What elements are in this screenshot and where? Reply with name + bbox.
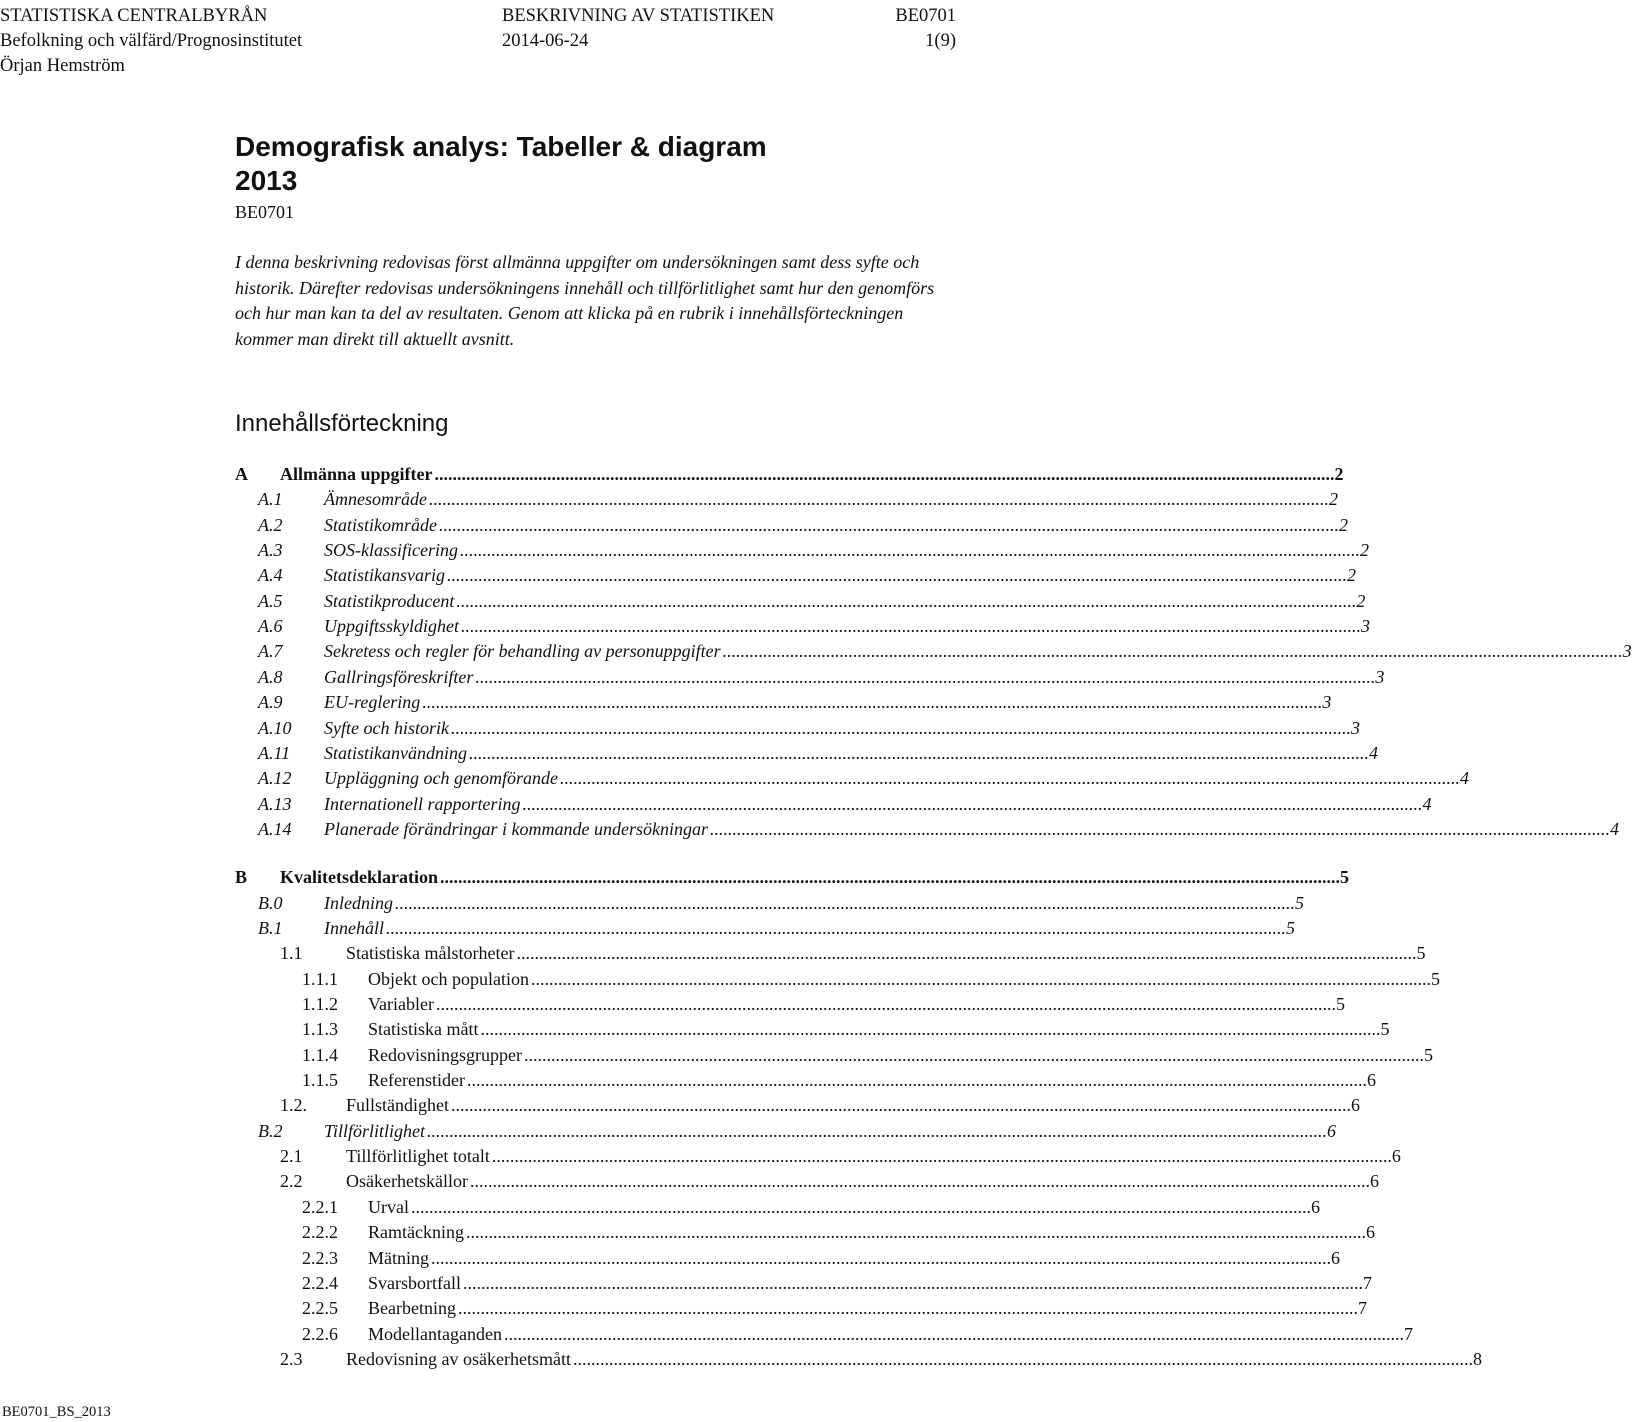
- toc-entry-number: A.3: [258, 540, 283, 561]
- toc-entry-number: 2.2.2: [302, 1222, 338, 1243]
- toc-entry-link[interactable]: [346, 1169, 1379, 1193]
- toc-dot-leader: ........................................................................................................................................................................................................: [410, 1196, 1311, 1217]
- toc-entry-page: 6: [1331, 1247, 1340, 1268]
- toc-entry[interactable]: [0, 916, 1295, 940]
- toc-entry-number: B.1: [258, 917, 283, 938]
- toc-entry-link[interactable]: [324, 741, 1378, 765]
- toc-entry-link[interactable]: [324, 538, 1369, 562]
- header-department: Befolkning och välfärd/Prognosinstitutet: [0, 31, 303, 51]
- toc-entry-label: Osäkerhetskällor: [346, 1171, 468, 1192]
- toc-entry-link[interactable]: [324, 614, 1370, 638]
- toc-entry-link[interactable]: [368, 992, 1345, 1016]
- toc-entry[interactable]: [0, 1068, 1376, 1092]
- toc-dot-leader: ........................................................................................................................................................................................................: [469, 742, 1369, 763]
- toc-entry-page: 8: [1472, 1348, 1482, 1369]
- document-title-year: 2013: [235, 165, 298, 196]
- toc-entry-link[interactable]: [324, 1119, 1337, 1143]
- toc-dot-leader: ........................................................................................................................................................................................................: [572, 1348, 1473, 1369]
- toc-entry-number: B.0: [258, 892, 283, 913]
- toc-entry-number: A.5: [258, 590, 283, 611]
- toc-entry[interactable]: [0, 766, 1469, 790]
- toc-entry-link[interactable]: [368, 1068, 1376, 1092]
- toc-entry-link[interactable]: [346, 1093, 1360, 1117]
- toc-entry-label: Redovisning av osäkerhetsmått: [346, 1348, 571, 1369]
- toc-entry[interactable]: [0, 614, 1370, 638]
- toc-entry[interactable]: [0, 1296, 1367, 1320]
- toc-entry-page: 5: [1335, 994, 1345, 1014]
- header-document-type: BESKRIVNING AV STATISTIKEN: [502, 6, 775, 26]
- toc-entry-number: 1.1.2: [302, 994, 338, 1014]
- toc-entry-link[interactable]: [368, 1296, 1367, 1320]
- toc-entry[interactable]: [0, 639, 1632, 663]
- toc-entry[interactable]: [0, 891, 1304, 915]
- toc-entry-link[interactable]: [368, 1322, 1413, 1346]
- toc-entry-number: A: [235, 464, 248, 484]
- toc-entry-page: 2: [1359, 540, 1369, 561]
- toc-entry-label: Uppgiftsskyldighet: [324, 616, 459, 637]
- toc-dot-leader: ........................................................................................................................................................................................................: [422, 692, 1323, 713]
- toc-entry-page: 5: [1340, 867, 1349, 888]
- document-title: Demografisk analys: Tabeller & diagram: [235, 131, 767, 162]
- toc-entry-link[interactable]: [324, 690, 1332, 714]
- toc-entry-label: Tillförlitlighet: [324, 1120, 426, 1141]
- toc-entry-page: 2: [1328, 489, 1338, 510]
- toc-entry[interactable]: [0, 1144, 1401, 1168]
- toc-entry-link[interactable]: [324, 487, 1338, 511]
- toc-entry[interactable]: [0, 462, 1344, 486]
- toc-dot-leader: ........................................................................................................................................................................................................: [451, 1095, 1351, 1116]
- toc-entry-number: B: [235, 867, 248, 888]
- toc-entry[interactable]: [0, 690, 1332, 714]
- toc-entry-number: 1.1: [280, 943, 303, 964]
- footer-document-id: BE0701_BS_2013: [2, 1404, 111, 1420]
- toc-entry-page: 2: [1339, 514, 1348, 535]
- toc-dot-leader: ........................................................................................................................................................................................................: [522, 793, 1423, 814]
- toc-entry-page: 6: [1327, 1120, 1337, 1141]
- toc-entry-number: A.8: [258, 666, 283, 687]
- toc-entry[interactable]: [0, 1017, 1390, 1041]
- toc-entry-link[interactable]: [368, 1220, 1375, 1244]
- toc-entry-link[interactable]: [324, 563, 1356, 587]
- toc-entry-link[interactable]: [280, 865, 1349, 889]
- toc-entry[interactable]: [0, 1195, 1320, 1219]
- toc-entry-number: A.1: [258, 489, 283, 510]
- toc-entry-label: Statistikanvändning: [324, 742, 467, 763]
- toc-entry-number: A.6: [258, 616, 283, 637]
- header-row-2: [0, 29, 960, 53]
- toc-entry-label: Inledning: [324, 892, 393, 913]
- toc-entry-label: Syfte och historik: [324, 717, 449, 738]
- toc-entry-label: Modellantaganden: [368, 1323, 502, 1344]
- toc-entry-label: Fullständighet: [346, 1095, 449, 1116]
- toc-entry-page: 7: [1357, 1298, 1367, 1319]
- toc-entry-link[interactable]: [368, 1271, 1372, 1295]
- toc-entry-label: Objekt och population: [368, 968, 529, 989]
- toc-entry-label: Statistikproducent: [324, 590, 455, 611]
- toc-entry[interactable]: [0, 865, 1349, 889]
- toc-entry-page: 5: [1416, 943, 1426, 964]
- toc-entry-page: 4: [1369, 742, 1378, 763]
- toc-entry-link[interactable]: [324, 665, 1385, 689]
- toc-dot-leader: ........................................................................................................................................................................................................: [439, 514, 1339, 535]
- toc-entry-page: 3: [1622, 641, 1632, 662]
- toc-entry[interactable]: [0, 992, 1345, 1016]
- intro-paragraph: [235, 250, 955, 352]
- toc-entry-label: Ämnesområde: [324, 489, 427, 510]
- intro-text: I denna beskrivning redovisas först allmänna uppgifter om undersökningen samt dess syfte och historik. Därefter redovisas undersökningens innehåll och tillförlitlighet samt hur den genomförs och hur man kan ta del av resultaten. Genom att klicka på en rubrik i innehållsförteckningen kommer man direkt till aktuellt avsnitt.: [235, 252, 935, 349]
- toc-entry-page: 7: [1362, 1272, 1372, 1293]
- header-code: BE0701: [895, 6, 956, 26]
- toc-dot-leader: ........................................................................................................................................................................................................: [386, 917, 1286, 938]
- toc-entry-link[interactable]: [280, 462, 1344, 486]
- toc-entry[interactable]: [0, 538, 1369, 562]
- toc-entry-label: Ramtäckning: [368, 1222, 464, 1243]
- toc-entry-page: 3: [1375, 666, 1385, 687]
- header-author: Örjan Hemström: [0, 56, 125, 76]
- toc-dot-leader: ........................................................................................................................................................................................................: [435, 994, 1336, 1014]
- toc-dot-leader: ........................................................................................................................................................................................................: [466, 1070, 1367, 1091]
- toc-dot-leader: ........................................................................................................................................................................................................: [456, 590, 1357, 611]
- toc-entry-page: 7: [1403, 1323, 1413, 1344]
- toc-entry[interactable]: [0, 1271, 1372, 1295]
- toc-dot-leader: ........................................................................................................................................................................................................: [447, 565, 1347, 586]
- toc-entry-link[interactable]: [368, 1246, 1340, 1270]
- toc-entry-label: Bearbetning: [368, 1298, 456, 1319]
- toc-entry-page: 6: [1310, 1196, 1320, 1217]
- toc-entry-number: A.13: [258, 793, 292, 814]
- toc-entry-number: 1.1.1: [302, 968, 338, 989]
- toc-entry-link[interactable]: [324, 766, 1469, 790]
- toc-entry-link[interactable]: [368, 967, 1440, 991]
- toc-entry-link[interactable]: [324, 639, 1632, 663]
- toc-entry-label: Referenstider: [368, 1070, 465, 1091]
- toc-entry[interactable]: [0, 665, 1385, 689]
- toc-entry-page: 6: [1351, 1095, 1360, 1116]
- toc-entry-number: 2.2.6: [302, 1323, 338, 1344]
- toc-entry[interactable]: [0, 1043, 1433, 1067]
- toc-entry-page: 4: [1609, 818, 1619, 839]
- toc-entry[interactable]: [0, 563, 1356, 587]
- toc-entry[interactable]: [0, 1169, 1379, 1193]
- toc-entry-link[interactable]: [368, 1043, 1433, 1067]
- toc-entry[interactable]: [0, 1119, 1337, 1143]
- toc-dot-leader: ........................................................................................................................................................................................................: [559, 768, 1460, 789]
- toc-entry-label: Sekretess och regler för behandling av personuppgifter: [324, 641, 721, 662]
- header-row-3: [0, 54, 960, 78]
- toc-entry-number: A.12: [258, 768, 292, 789]
- toc-entry[interactable]: [0, 1246, 1340, 1270]
- toc-entry-label: Statistiska målstorheter: [346, 943, 515, 964]
- toc-entry[interactable]: [0, 792, 1432, 816]
- toc-entry-number: A.4: [258, 565, 283, 586]
- toc-dot-leader: ........................................................................................................................................................................................................: [428, 489, 1329, 510]
- toc-entry-label: Statistikområde: [324, 514, 437, 535]
- toc-entry-label: Innehåll: [324, 917, 384, 938]
- toc-entry-label: Planerade förändringar i kommande undersökningar: [324, 818, 708, 839]
- toc-entry-page: 3: [1350, 717, 1360, 738]
- toc-entry-label: Uppläggning och genomförande: [324, 768, 558, 789]
- toc-entry-page: 4: [1422, 793, 1432, 814]
- toc-dot-leader: ........................................................................................................................................................................................................: [491, 1146, 1392, 1167]
- toc-heading: Innehållsförteckning: [235, 410, 449, 437]
- toc-entry-number: A.7: [258, 641, 283, 662]
- toc-entry-link[interactable]: [346, 1347, 1482, 1371]
- toc-entry-page: 4: [1459, 768, 1469, 789]
- toc-entry[interactable]: [0, 513, 1348, 537]
- toc-entry-page: 6: [1365, 1222, 1375, 1243]
- toc-dot-leader: ........................................................................................................................................................................................................: [475, 666, 1376, 687]
- toc-entry[interactable]: [0, 741, 1378, 765]
- toc-dot-leader: ........................................................................................................................................................................................................: [523, 1044, 1424, 1065]
- toc-entry-page: 5: [1430, 968, 1440, 989]
- toc-dot-leader: ........................................................................................................................................................................................................: [722, 641, 1623, 662]
- toc-entry-link[interactable]: [346, 1144, 1401, 1168]
- toc-entry-number: 2.2: [280, 1171, 303, 1192]
- toc-entry-label: Tillförlitlighet totalt: [346, 1146, 490, 1167]
- toc-entry-number: 2.2.1: [302, 1196, 338, 1217]
- toc-dot-leader: ........................................................................................................................................................................................................: [431, 1247, 1331, 1268]
- toc-dot-leader: ........................................................................................................................................................................................................: [427, 1120, 1328, 1141]
- toc-entry-number: 1.1.5: [302, 1070, 338, 1091]
- toc-entry[interactable]: [0, 1347, 1482, 1371]
- toc-dot-leader: ........................................................................................................................................................................................................: [450, 717, 1351, 738]
- toc-dot-leader: ........................................................................................................................................................................................................: [440, 867, 1340, 888]
- toc-entry-label: SOS-klassificering: [324, 540, 458, 561]
- toc-entry-number: A.9: [258, 692, 283, 713]
- toc-dot-leader: ........................................................................................................................................................................................................: [516, 943, 1417, 964]
- toc-entry-page: 5: [1286, 917, 1295, 938]
- toc-entry-number: 1.1.3: [302, 1019, 338, 1040]
- toc-entry-number: 2.3: [280, 1348, 303, 1369]
- toc-entry[interactable]: [0, 1322, 1413, 1346]
- toc-entry[interactable]: [0, 817, 1619, 841]
- header-row-1: [0, 4, 960, 28]
- toc-entry-page: 3: [1360, 616, 1370, 637]
- toc-entry-label: Variabler: [368, 994, 434, 1014]
- toc-dot-leader: ........................................................................................................................................................................................................: [709, 818, 1610, 839]
- toc-dot-leader: ........................................................................................................................................................................................................: [503, 1323, 1404, 1344]
- header-page-number: 1(9): [925, 31, 956, 51]
- toc-entry-label: Statistiska mått: [368, 1019, 479, 1040]
- toc-entry-label: EU-reglering: [324, 692, 421, 713]
- toc-dot-leader: ........................................................................................................................................................................................................: [530, 968, 1431, 989]
- toc-entry-label: Mätning: [368, 1247, 429, 1268]
- toc-entry-page: 5: [1380, 1019, 1390, 1040]
- document-code: BE0701: [235, 202, 295, 222]
- toc-entry-page: 3: [1322, 692, 1332, 713]
- toc-entry[interactable]: [0, 589, 1366, 613]
- toc-entry-page: 6: [1391, 1146, 1401, 1167]
- toc-entry-page: 6: [1366, 1070, 1376, 1091]
- toc-entry-number: 2.2.5: [302, 1298, 338, 1319]
- toc-entry[interactable]: [0, 941, 1426, 965]
- toc-entry-label: Allmänna uppgifter: [280, 464, 433, 484]
- toc-dot-leader: ........................................................................................................................................................................................................: [480, 1019, 1381, 1040]
- toc-entry-number: A.14: [258, 818, 292, 839]
- toc-entry-number: 2.1: [280, 1146, 303, 1167]
- toc-entry-link[interactable]: [368, 1017, 1390, 1041]
- toc-dot-leader: ........................................................................................................................................................................................................: [395, 892, 1295, 913]
- toc-entry[interactable]: [0, 487, 1338, 511]
- toc-dot-leader: ........................................................................................................................................................................................................: [469, 1171, 1370, 1192]
- toc-entry-label: Gallringsföreskrifter: [324, 666, 474, 687]
- toc-dot-leader: ........................................................................................................................................................................................................: [465, 1222, 1366, 1243]
- toc-entry-page: 5: [1423, 1044, 1433, 1065]
- toc-entry[interactable]: [0, 716, 1360, 740]
- toc-entry-number: 2.2.3: [302, 1247, 338, 1268]
- toc-entry-link[interactable]: [324, 513, 1348, 537]
- toc-entry-page: 2: [1334, 464, 1344, 484]
- toc-dot-leader: ........................................................................................................................................................................................................: [457, 1298, 1358, 1319]
- toc-entry-link[interactable]: [324, 817, 1619, 841]
- toc-entry-link[interactable]: [346, 941, 1426, 965]
- toc-entry-label: Internationell rapportering: [324, 793, 521, 814]
- toc-entry-label: Kvalitetsdeklaration: [280, 867, 438, 888]
- toc-entry[interactable]: [0, 967, 1440, 991]
- toc-entry-number: 1.2.: [280, 1095, 307, 1116]
- toc-entry-number: 2.2.4: [302, 1272, 338, 1293]
- toc-entry-label: Redovisningsgrupper: [368, 1044, 522, 1065]
- toc-entry-page: 6: [1369, 1171, 1379, 1192]
- toc-entry-link[interactable]: [324, 916, 1295, 940]
- header-date: 2014-06-24: [502, 31, 589, 51]
- toc-dot-leader: ........................................................................................................................................................................................................: [434, 464, 1335, 484]
- toc-entry[interactable]: [0, 1093, 1360, 1117]
- toc-entry-number: A.10: [258, 717, 292, 738]
- toc-entry[interactable]: [0, 1220, 1375, 1244]
- toc-entry-link[interactable]: [324, 792, 1432, 816]
- header-organization: STATISTISKA CENTRALBYRÅN: [0, 6, 268, 26]
- toc-entry-label: Svarsbortfall: [368, 1272, 461, 1293]
- toc-entry-number: 1.1.4: [302, 1044, 338, 1065]
- toc-entry-number: A.2: [258, 514, 283, 535]
- toc-entry-label: Urval: [368, 1196, 409, 1217]
- toc-entry-number: A.11: [258, 742, 291, 763]
- toc-dot-leader: ........................................................................................................................................................................................................: [460, 616, 1361, 637]
- toc-entry-link[interactable]: [324, 891, 1304, 915]
- toc-entry-page: 2: [1356, 590, 1366, 611]
- toc-dot-leader: ........................................................................................................................................................................................................: [459, 540, 1360, 561]
- toc-dot-leader: ........................................................................................................................................................................................................: [462, 1272, 1363, 1293]
- toc-entry-label: Statistikansvarig: [324, 565, 445, 586]
- toc-entry-link[interactable]: [368, 1195, 1320, 1219]
- toc-entry-number: B.2: [258, 1120, 283, 1141]
- toc-entry-page: 5: [1295, 892, 1304, 913]
- toc-entry-link[interactable]: [324, 716, 1360, 740]
- toc-entry-page: 2: [1347, 565, 1356, 586]
- toc-entry-link[interactable]: [324, 589, 1366, 613]
